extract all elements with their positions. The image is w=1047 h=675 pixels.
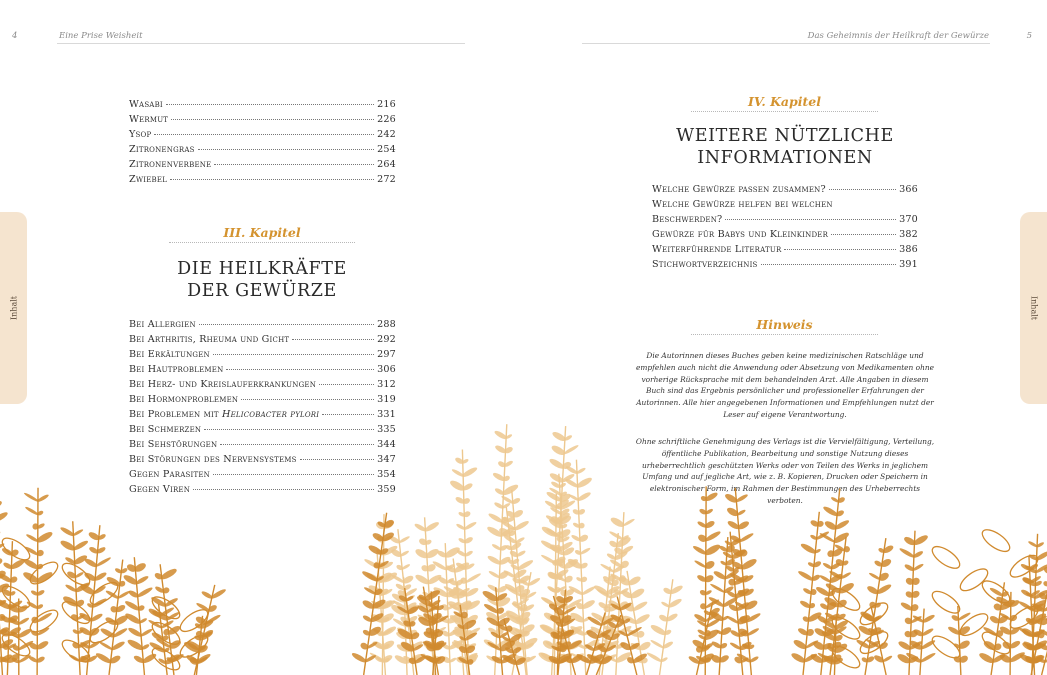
toc-page-number: 292	[377, 334, 396, 345]
toc-page-number: 216	[377, 99, 396, 110]
toc-page-number: 288	[377, 319, 396, 330]
toc-entry-title	[129, 112, 168, 127]
herb-illustration	[0, 410, 1047, 675]
plant-leaf	[0, 510, 9, 524]
toc-entry-title	[129, 377, 316, 392]
toc-page-number: 297	[377, 349, 396, 360]
toc-page-number: 386	[899, 244, 918, 255]
toc-page-number: 354	[377, 469, 396, 480]
toc-entry-title-text: Gegen Parasiten	[129, 469, 210, 480]
plant-leaf	[135, 575, 150, 586]
toc-entry[interactable]	[129, 172, 396, 187]
page-number: 4	[12, 31, 18, 41]
plant-broad-leaf	[929, 587, 963, 617]
toc-entry[interactable]	[129, 112, 396, 127]
toc-entry[interactable]	[129, 392, 396, 407]
toc-entry[interactable]	[652, 182, 918, 197]
toc-entry-title	[652, 212, 722, 227]
plant-leaf	[738, 532, 754, 543]
toc-entry[interactable]	[652, 257, 918, 272]
plant-leaf	[709, 583, 725, 594]
plant-leaf	[746, 627, 759, 637]
plant-leaf	[581, 585, 597, 596]
toc-leader-dots	[166, 104, 374, 105]
plant-leaf	[140, 628, 154, 638]
plant-leaf	[632, 600, 649, 612]
toc-entry[interactable]	[652, 212, 918, 227]
toc-entry-title	[652, 182, 826, 197]
toc-entry-title	[129, 172, 167, 187]
plant-leaf	[634, 612, 651, 625]
toc-entry-title-text: Welche Gewürze passen zusammen?	[652, 184, 826, 195]
toc-entry-title-italic: Helicobacter pylori	[222, 409, 320, 420]
plant-leaf	[487, 512, 504, 524]
header-rule	[582, 43, 990, 44]
plant-stem	[958, 606, 961, 675]
toc-entry[interactable]	[129, 332, 396, 347]
toc-page-number: 366	[899, 184, 918, 195]
plant-broad-leaf	[957, 610, 991, 640]
toc-entry[interactable]	[652, 197, 918, 212]
plant-leaf	[882, 655, 893, 663]
toc-page-number: 242	[377, 129, 396, 140]
toc-page-number: 359	[377, 484, 396, 495]
toc-leader-dots	[214, 164, 374, 165]
toc-page-number: 391	[899, 259, 918, 270]
toc-entry-title	[129, 97, 163, 112]
section-tab[interactable]	[1020, 212, 1047, 404]
chapter-title-line: INFORMATIONEN	[697, 148, 873, 168]
toc-page-number: 264	[377, 159, 396, 170]
toc-entry-title-text: Zwiebel	[129, 174, 168, 185]
plant-leaf	[105, 589, 120, 600]
toc-page-number: 382	[899, 229, 918, 240]
note-heading: Hinweis	[756, 317, 813, 332]
toc-entry-title	[652, 227, 828, 242]
toc-leader-dots	[292, 339, 374, 340]
chapter-title	[652, 125, 918, 169]
toc-leader-dots	[725, 219, 896, 220]
toc-entry-title-text: Bei Allergien	[129, 319, 196, 330]
toc-entry-title-text: Bei Störungen des Nervensystems	[129, 454, 297, 465]
plant-leaf	[646, 651, 663, 663]
toc-entry-title-text: Wermut	[129, 114, 169, 125]
toc-entry-title	[652, 242, 781, 257]
toc-leader-dots	[829, 189, 896, 190]
toc-entry[interactable]	[652, 227, 918, 242]
toc-entry-title-text: Bei Arthritis, Rheuma und Gicht	[129, 334, 290, 345]
plant-leaf	[899, 547, 916, 559]
plant-leaf	[398, 535, 410, 544]
toc-entry[interactable]	[129, 317, 396, 332]
chapter-title-line: WEITERE NÜTZLICHE	[676, 126, 894, 146]
plant-broad-leaf	[957, 565, 991, 595]
toc-entry-title	[129, 157, 211, 172]
toc-page-number: 272	[377, 174, 396, 185]
note-paragraph: Die Autorinnen dieses Buches geben keine medizinischen Ratschläge und empfehlen auch nicht die Anwendung oder Absetzung von Medikamenten ohne vorherige Rücksprache mit dem behandelnden Arzt. Alle Angaben in diesem Buch sind das Ergebnis persönlicher und professioneller Erfahrungen der Autorinnen. Alle hier angegebenen Informationen und Empfehlungen nutzt der Leser auf eigene Verantwortung.	[635, 351, 935, 419]
toc-entry-title	[652, 197, 833, 212]
plant-leaf	[982, 626, 998, 638]
plant-leaf	[24, 545, 40, 556]
section-tab-label: Inhalt	[9, 295, 18, 321]
toc-entry-title	[129, 392, 238, 407]
toc-leader-dots	[761, 264, 897, 265]
plant-leaf	[72, 539, 89, 552]
toc-entry-title	[129, 347, 210, 362]
toc-page-number: 312	[377, 379, 396, 390]
plant-leaf	[423, 520, 440, 533]
plant-leaf	[800, 542, 818, 555]
toc-entry-title-text: Gegen Viren	[129, 484, 191, 495]
toc-entry[interactable]	[129, 362, 396, 377]
plant-leaf	[24, 506, 39, 516]
toc-list	[129, 97, 396, 187]
plant-broad-leaf	[979, 526, 1013, 556]
toc-entry-title-text: Bei Hormonproblemen	[129, 394, 239, 405]
toc-entry-title-text: Beschwerden?	[652, 214, 723, 225]
toc-leader-dots	[171, 119, 374, 120]
toc-entry-title-text: Stichwortverzeichnis	[652, 259, 758, 270]
toc-list	[652, 182, 918, 272]
toc-entry-title-text: Zitronengras	[129, 144, 195, 155]
plant-leaf	[105, 575, 121, 588]
plant-leaf	[868, 572, 881, 581]
toc-entry-title	[129, 127, 151, 142]
chapter-title	[130, 258, 394, 302]
toc-leader-dots	[319, 384, 374, 385]
toc-leader-dots	[784, 249, 896, 250]
plant-leaf	[136, 586, 154, 599]
plant-leaf	[822, 505, 839, 518]
plant-leaf	[23, 492, 39, 503]
toc-leader-dots	[241, 399, 374, 400]
toc-entry-title	[652, 257, 758, 272]
toc-entry-title-text: Bei Erkältungen	[129, 349, 210, 360]
section-tab-label: Inhalt	[1029, 295, 1038, 321]
running-head: Das Geheimnis der Heilkraft der Gewürze	[807, 31, 989, 41]
toc-entry-title-text: Gewürze für Babys und Kleinkinder	[652, 229, 829, 240]
toc-page-number: 370	[899, 214, 918, 225]
chapter-label: III. Kapitel	[223, 225, 301, 240]
plant-leaf	[540, 554, 557, 566]
chapter-label-rule	[169, 242, 355, 243]
section-tab[interactable]	[0, 212, 27, 404]
chapter-title-line: DIE HEILKRÄFTE	[177, 259, 347, 279]
toc-page-number: 319	[377, 394, 396, 405]
toc-leader-dots	[226, 369, 374, 370]
plant-leaf	[735, 493, 749, 503]
plant-leaf	[600, 563, 616, 574]
toc-entry-title	[129, 332, 289, 347]
plant-leaf	[513, 519, 530, 532]
running-head: Eine Prise Weisheit	[59, 31, 143, 41]
toc-page-number: 254	[377, 144, 396, 155]
chapter-label: IV. Kapitel	[748, 94, 821, 109]
toc-entry[interactable]	[129, 377, 396, 392]
plant-leaf	[0, 530, 1, 537]
toc-entry-title-text: Zitronenverbene	[129, 159, 212, 170]
toc-leader-dots	[170, 179, 374, 180]
toc-entry-title	[129, 362, 223, 377]
toc-page-number: 335	[377, 424, 396, 435]
plant-stem	[909, 531, 915, 675]
toc-entry-title-text: Welche Gewürze helfen bei welchen	[652, 199, 833, 210]
toc-leader-dots	[199, 324, 374, 325]
plant-leaf	[351, 651, 368, 664]
page-number: 5	[1026, 31, 1032, 41]
plant-leaf	[797, 570, 814, 583]
plant-leaf	[159, 567, 178, 581]
toc-leader-dots	[198, 149, 374, 150]
toc-entry-title-text: Ysop	[129, 129, 152, 140]
toc-entry-title-text: Bei Hautproblemen	[129, 364, 224, 375]
toc-entry[interactable]	[129, 157, 396, 172]
toc-entry[interactable]	[652, 242, 918, 257]
plant-leaf	[464, 572, 481, 584]
plant-leaf	[361, 570, 379, 583]
toc-leader-dots	[213, 354, 374, 355]
toc-leader-dots	[154, 134, 374, 135]
toc-entry-title-text: Bei Schmerzen	[129, 424, 202, 435]
toc-page-number: 306	[377, 364, 396, 375]
note-paragraph: Ohne schriftliche Genehmigung des Verlags ist die Vervielfältigung, Verteilung, öffentliche Publikation, Bearbeitung und sonstige Nutzung dieses urheberrechtlich geschützten Werks oder von Teilen des Werks in jeglichem Umfang und auf jegliche Art, wie z. B. Kopieren, Drucken oder Speichern in elektronischer Form, im Rahmen der Bestimmungen des Urheberrechts verboten.	[635, 437, 935, 505]
toc-entry-title-text: Wasabi	[129, 99, 163, 110]
toc-entry[interactable]	[129, 127, 396, 142]
plant-broad-leaf	[929, 542, 963, 572]
toc-entry[interactable]	[129, 142, 396, 157]
toc-entry-title-text: Bei Problemen mit	[129, 409, 219, 420]
chapter-title-line: DER GEWÜRZE	[187, 281, 337, 301]
plant-leaf	[1042, 580, 1047, 587]
toc-page-number: 347	[377, 454, 396, 465]
toc-page-number: 344	[377, 439, 396, 450]
toc-entry[interactable]	[129, 97, 396, 112]
plant-leaf	[0, 500, 3, 510]
plant-leaf	[650, 639, 665, 649]
plant-leaf	[0, 557, 4, 566]
toc-page-number: 226	[377, 114, 396, 125]
plant-leaf	[99, 641, 114, 651]
toc-leader-dots	[831, 234, 896, 235]
toc-entry-title	[129, 317, 196, 332]
toc-page-number: 331	[377, 409, 396, 420]
note-heading-rule	[691, 334, 878, 335]
toc-entry-title-text: Bei Sehstörungen	[129, 439, 218, 450]
chapter-label-rule	[691, 111, 878, 112]
toc-entry-title	[129, 142, 195, 157]
header-rule	[57, 43, 465, 44]
toc-entry[interactable]	[129, 347, 396, 362]
plant-leaf	[649, 623, 667, 637]
plant-leaf	[593, 584, 609, 597]
plant-leaf	[608, 530, 624, 541]
plant-leaf	[95, 651, 113, 665]
toc-entry-title-text: Weiterführende Literatur	[652, 244, 782, 255]
toc-entry-title-text: Bei Herz- und Kreislauferkrankungen	[129, 379, 317, 390]
